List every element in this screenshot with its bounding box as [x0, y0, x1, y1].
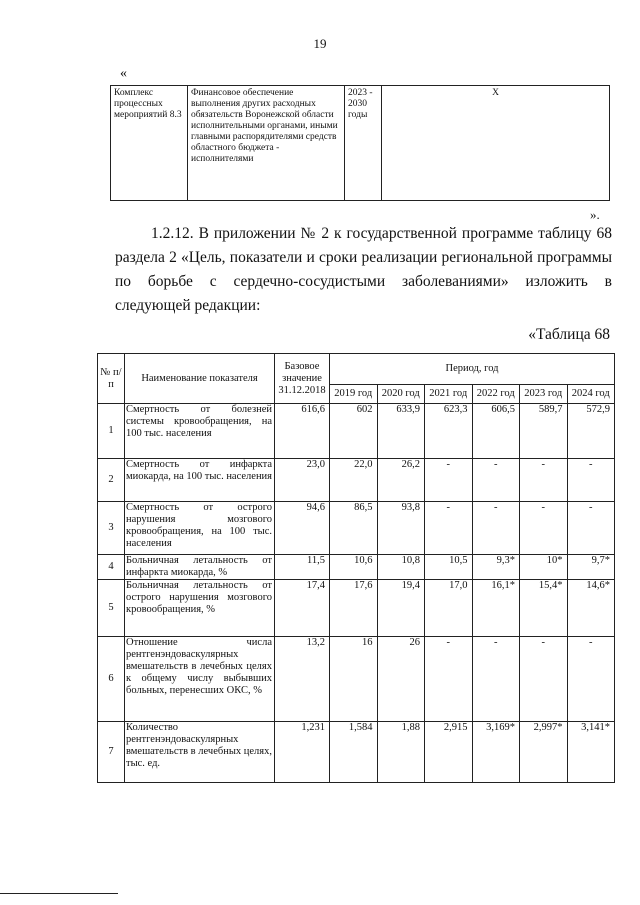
header-number: № п/п	[98, 354, 125, 404]
header-indicator-name: Наименование показателя	[125, 354, 275, 404]
year-value-cell: 623,3	[425, 404, 473, 459]
year-value-cell: 15,4*	[520, 580, 568, 637]
table1-x-cell: Х	[382, 86, 610, 201]
table1-description-cell: Финансовое обеспечение выполнения других расходных обязательств Воронежской области исполнительными органами, иными главными распорядителями средств областного бюджета - исполнителями	[188, 86, 345, 201]
table-caption: «Таблица 68	[528, 326, 610, 343]
header-base-value: Базовое значение 31.12.2018	[275, 354, 330, 404]
year-value-cell: -	[520, 637, 568, 722]
year-value-cell: -	[472, 502, 520, 555]
table-header-row	[98, 354, 615, 385]
header-period: Период, год	[330, 354, 615, 385]
row-number-cell: 2	[98, 459, 125, 502]
table-row	[98, 637, 615, 722]
year-value-cell: -	[425, 459, 473, 502]
year-value-cell: 3,141*	[567, 722, 615, 783]
row-number-cell: 4	[98, 555, 125, 580]
year-value-cell: -	[567, 502, 615, 555]
year-value-cell: 606,5	[472, 404, 520, 459]
table1-period-cell: 2023 - 2030 годы	[345, 86, 382, 201]
header-year: 2022 год	[472, 385, 520, 404]
year-value-cell: 19,4	[377, 580, 425, 637]
year-value-cell: -	[425, 502, 473, 555]
program-table-fragment	[110, 85, 610, 201]
base-value-cell: 17,4	[275, 580, 330, 637]
year-value-cell: 1,88	[377, 722, 425, 783]
page-number: 19	[313, 36, 327, 51]
amendment-paragraph: 1.2.12. В приложении № 2 к государственной программе таблицу 68 раздела 2 «Цель, показатели и сроки реализации региональной программы по борьбе с сердечно-сосудистыми заболеваниями» изложить в следующей редакции:	[115, 225, 612, 314]
indicator-name-cell: Отношение числа рентгенэндоваскулярных вмешательств в лечебных целях к общему числу выбывших больных, перенесших ОКС, %	[125, 637, 275, 722]
year-value-cell: 26	[377, 637, 425, 722]
footnote-separator	[0, 893, 118, 894]
header-year: 2021 год	[425, 385, 473, 404]
year-value-cell: 10,6	[330, 555, 378, 580]
indicator-name-cell: Смертность от острого нарушения мозгового кровообращения, на 100 тыс. населения	[125, 502, 275, 555]
table-row	[98, 580, 615, 637]
year-value-cell: 22,0	[330, 459, 378, 502]
year-value-cell: -	[520, 459, 568, 502]
year-value-cell: -	[425, 637, 473, 722]
year-value-cell: 26,2	[377, 459, 425, 502]
indicator-name-cell: Смертность от болезней системы кровообращения, на 100 тыс. населения	[125, 404, 275, 459]
year-value-cell: -	[567, 459, 615, 502]
table-row	[98, 555, 615, 580]
indicators-table	[97, 353, 615, 783]
base-value-cell: 94,6	[275, 502, 330, 555]
table-row	[98, 404, 615, 459]
opening-quote: «	[120, 66, 127, 81]
year-value-cell: 86,5	[330, 502, 378, 555]
year-value-cell: 17,6	[330, 580, 378, 637]
table-row	[98, 502, 615, 555]
year-value-cell: 2,997*	[520, 722, 568, 783]
row-number-cell: 6	[98, 637, 125, 722]
year-value-cell: 16,1*	[472, 580, 520, 637]
year-value-cell: 9,7*	[567, 555, 615, 580]
year-value-cell: 602	[330, 404, 378, 459]
indicator-name-cell: Смертность от инфаркта миокарда, на 100 тыс. населения	[125, 459, 275, 502]
year-value-cell: 17,0	[425, 580, 473, 637]
year-value-cell: -	[567, 637, 615, 722]
year-value-cell: 93,8	[377, 502, 425, 555]
year-value-cell: 10*	[520, 555, 568, 580]
year-value-cell: 3,169*	[472, 722, 520, 783]
year-value-cell: -	[472, 637, 520, 722]
year-value-cell: 572,9	[567, 404, 615, 459]
year-value-cell: 14,6*	[567, 580, 615, 637]
year-value-cell: 16	[330, 637, 378, 722]
base-value-cell: 11,5	[275, 555, 330, 580]
year-value-cell: 1,584	[330, 722, 378, 783]
year-value-cell: 10,8	[377, 555, 425, 580]
base-value-cell: 616,6	[275, 404, 330, 459]
table-row	[98, 459, 615, 502]
row-number-cell: 5	[98, 580, 125, 637]
year-value-cell: -	[520, 502, 568, 555]
closing-quote: ».	[590, 207, 600, 222]
base-value-cell: 23,0	[275, 459, 330, 502]
table-row	[111, 86, 610, 201]
row-number-cell: 3	[98, 502, 125, 555]
table1-complex-cell: Комплекс процессных мероприятий 8.3	[111, 86, 188, 201]
indicator-name-cell: Количество рентгенэндоваскулярных вмешательств в лечебных целях, тыс. ед.	[125, 722, 275, 783]
table-row	[98, 722, 615, 783]
indicator-name-cell: Больничная летальность от инфаркта миокарда, %	[125, 555, 275, 580]
year-value-cell: 9,3*	[472, 555, 520, 580]
header-year: 2023 год	[520, 385, 568, 404]
indicator-name-cell: Больничная летальность от острого нарушения мозгового кровообращения, %	[125, 580, 275, 637]
year-value-cell: 10,5	[425, 555, 473, 580]
base-value-cell: 1,231	[275, 722, 330, 783]
header-year: 2024 год	[567, 385, 615, 404]
header-year: 2020 год	[377, 385, 425, 404]
row-number-cell: 7	[98, 722, 125, 783]
year-value-cell: 589,7	[520, 404, 568, 459]
row-number-cell: 1	[98, 404, 125, 459]
year-value-cell: -	[472, 459, 520, 502]
header-year: 2019 год	[330, 385, 378, 404]
year-value-cell: 2,915	[425, 722, 473, 783]
year-value-cell: 633,9	[377, 404, 425, 459]
base-value-cell: 13,2	[275, 637, 330, 722]
